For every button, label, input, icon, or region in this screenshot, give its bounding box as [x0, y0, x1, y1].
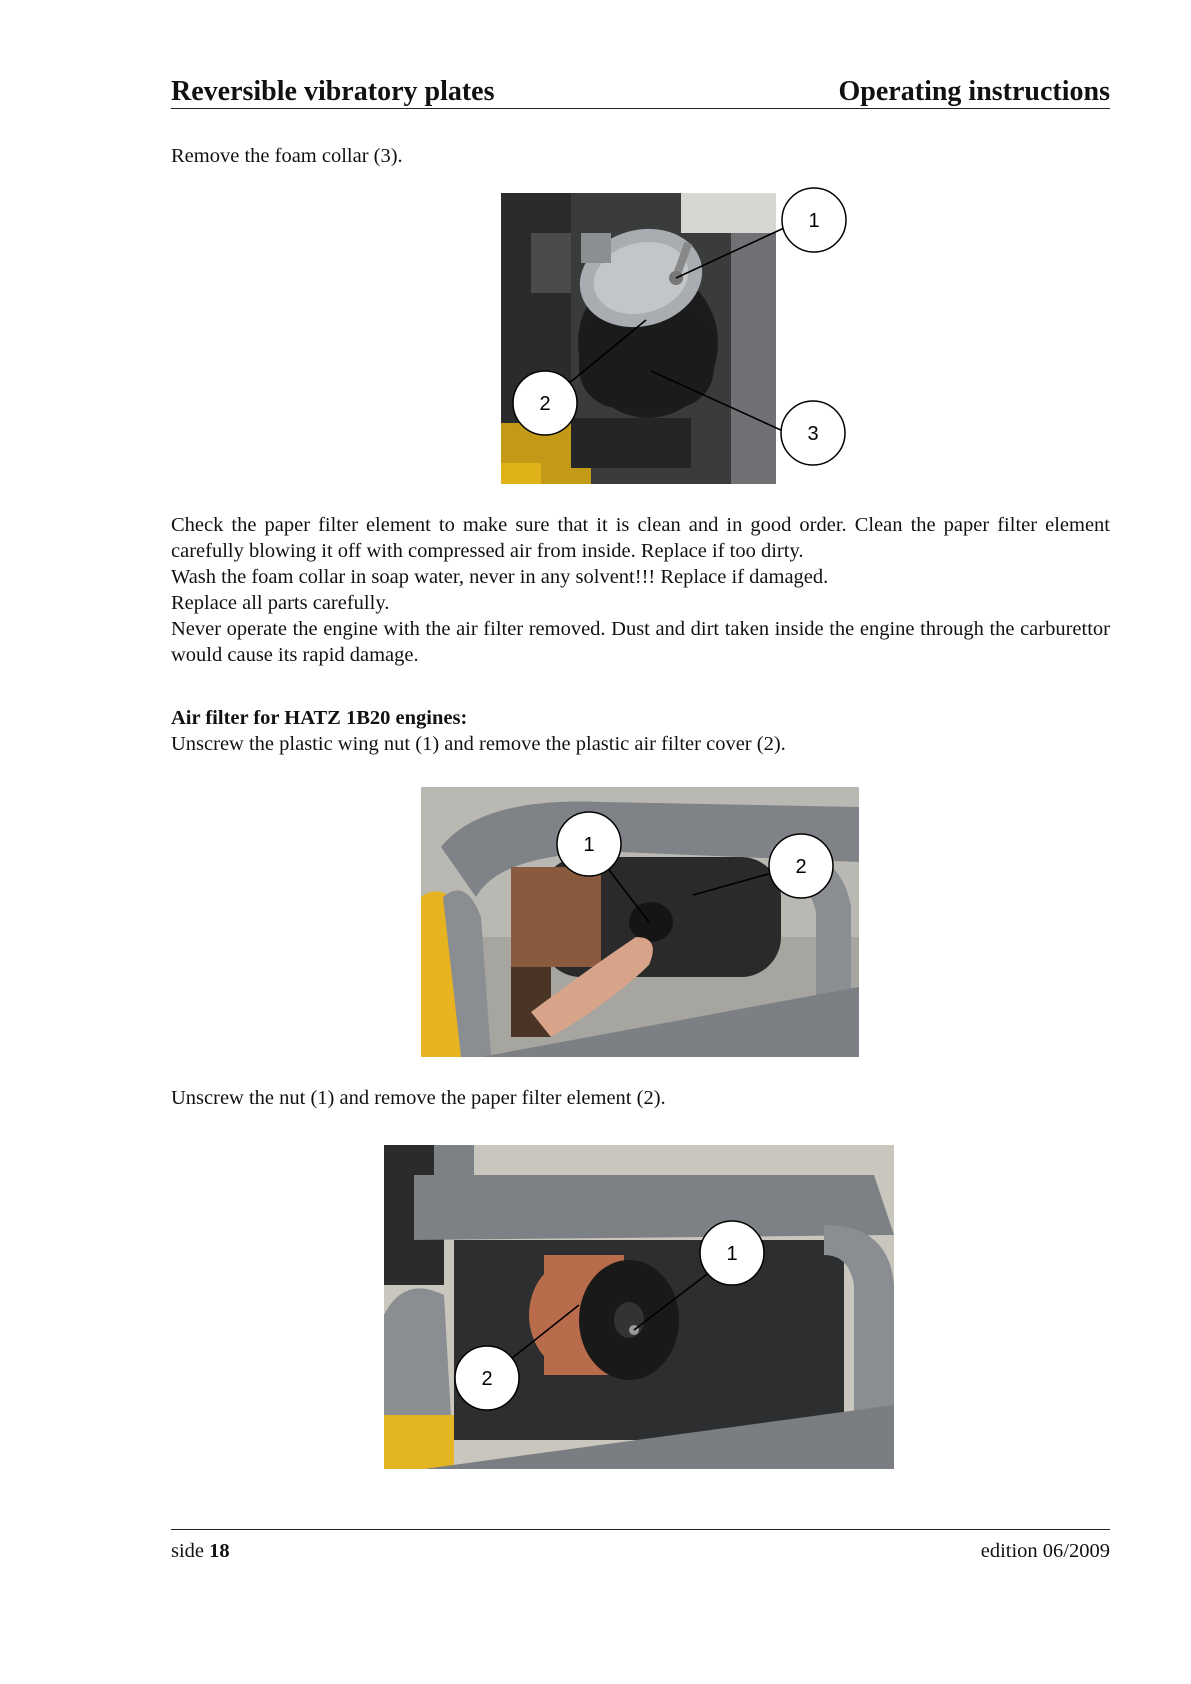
page-number [171, 1540, 230, 1563]
callout-2: 2 [539, 393, 551, 415]
paragraph-warning: Never operate the engine with the air filter removed. Dust and dirt taken inside the engine through the carburettor would cause its rapid damage. [171, 618, 1110, 666]
maintenance-instructions [171, 512, 1110, 668]
header-rule [171, 108, 1110, 109]
instruction-unscrew-nut: Unscrew the nut (1) and remove the paper filter element (2). [171, 1087, 666, 1109]
document-title: Reversible vibratory plates [171, 76, 495, 107]
page-number-value: 18 [209, 1540, 230, 1562]
paragraph-wash-foam: Wash the foam collar in soap water, never in any solvent!!! Replace if damaged. [171, 566, 829, 588]
callout-2: 2 [795, 856, 807, 878]
callout-1: 1 [808, 210, 820, 232]
callout-1: 1 [583, 834, 595, 856]
callout-1: 1 [726, 1243, 738, 1265]
paragraph-check-filter: Check the paper filter element to make sure that it is clean and in good order. Clean the paper filter element carefully blowing it off with compressed air from inside. Replace if too dirty. [171, 514, 1110, 562]
figure1-callouts [501, 193, 861, 484]
callout-2: 2 [481, 1368, 493, 1390]
footer-rule [171, 1529, 1110, 1530]
figure3-callouts [384, 1145, 894, 1469]
paragraph-replace-parts: Replace all parts carefully. [171, 592, 390, 614]
callout-3: 3 [807, 423, 819, 445]
edition-label: edition 06/2009 [980, 1540, 1110, 1562]
figure2-callouts [421, 787, 859, 1057]
instruction-remove-foam-collar: Remove the foam collar (3). [171, 145, 403, 167]
side-label: side [171, 1540, 205, 1562]
section-heading-hatz: Air filter for HATZ 1B20 engines: [171, 707, 468, 729]
instruction-unscrew-wing-nut: Unscrew the plastic wing nut (1) and remove the plastic air filter cover (2). [171, 733, 786, 755]
document-subtitle: Operating instructions [838, 76, 1110, 107]
